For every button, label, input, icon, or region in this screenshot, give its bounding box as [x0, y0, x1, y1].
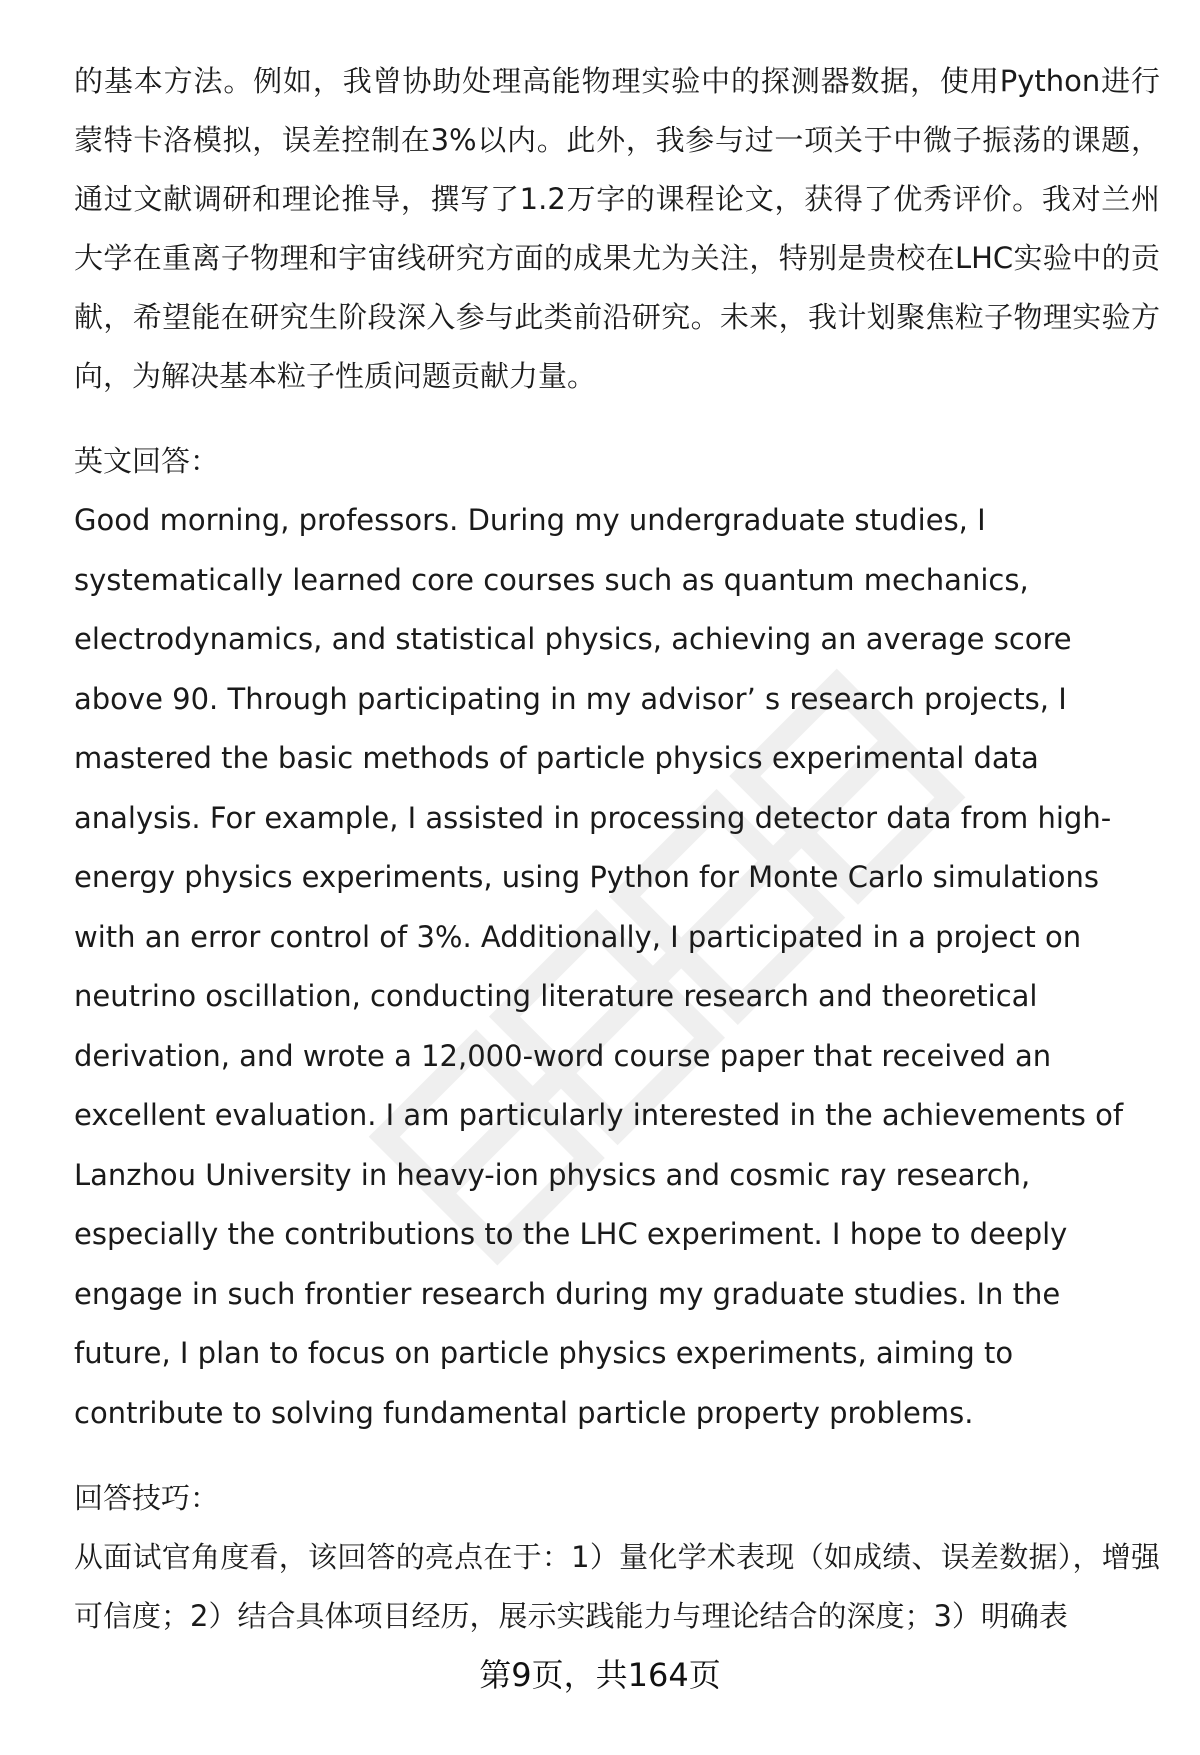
- page-number-footer: 第9页，共164页: [479, 1656, 721, 1694]
- english-answer-label: 英文回答：: [74, 444, 220, 478]
- chinese-answer-paragraph: 的基本方法。例如，我曾协助处理高能物理实验中的探测器数据，使用Python进行蒙特卡洛模拟，误差控制在3%以内。此外，我参与过一项关于中微子振荡的课题，通过文献调研和理论推导，撰写了1.2万字的课程论文，获得了优秀评价。我对兰州大学在重离子物理和宇宙线研究方面的成果尤为关注，特别是贵校在LHC实验中的贡献，希望能在研究生阶段深入参与此类前沿研究。未来，我计划聚焦粒子物理实验方向，为解决基本粒子性质问题贡献力量。: [74, 64, 1160, 393]
- english-answer-paragraph: Good morning, professors. During my undergraduate studies, I systematically learned core courses such as quantum mechanics, electrodynamics, and statistical physics, achieving an average score above 90. Through participating in my advisor’ s research projects, I mastered the basic methods of particle physics experimental data analysis. For example, I assisted in processing detector data from high-energy physics experiments, using Python for Monte Carlo simulations with an error control of 3%. Additionally, I participated in a project on neutrino oscillation, conducting literature research and theoretical derivation, and wrote a 12,000-word course paper that received an excellent evaluation. I am particularly interested in the achievements of Lanzhou University in heavy-ion physics and cosmic ray research, especially the contributions to the LHC experiment. I hope to deeply engage in such frontier research during my graduate studies. In the future, I plan to focus on particle physics experiments, aiming to contribute to solving fundamental particle property problems.: [74, 503, 1124, 1430]
- document-page: [74, 52, 1160, 1646]
- answer-tips-label: 回答技巧：: [74, 1481, 220, 1515]
- answer-tips-paragraph: 从面试官角度看，该回答的亮点在于：1）量化学术表现（如成绩、误差数据），增强可信度；2）结合具体项目经历，展示实践能力与理论结合的深度；3）明确表: [74, 1540, 1160, 1633]
